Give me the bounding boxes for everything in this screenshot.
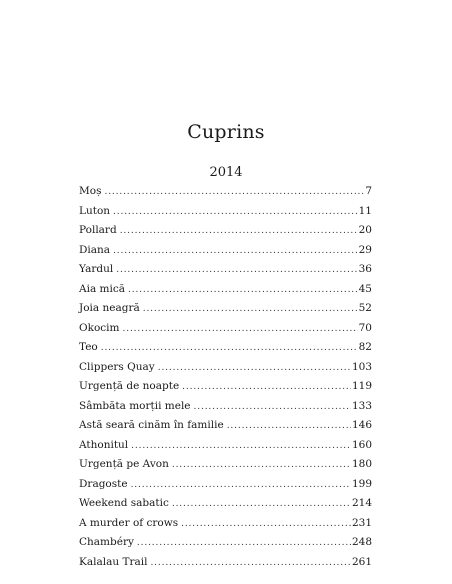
toc-entry-title: Yardul	[79, 263, 114, 275]
toc-entry	[79, 182, 372, 202]
toc-entry	[79, 475, 372, 495]
toc-entry	[79, 338, 372, 358]
dot-leader	[131, 476, 351, 496]
toc-entry	[79, 280, 372, 300]
toc-entry-page: 29	[358, 243, 372, 256]
toc-entry-page: 261	[351, 555, 372, 568]
toc-entry-title: Okocim	[79, 321, 120, 334]
toc-entry	[79, 397, 372, 417]
dot-leader	[101, 339, 358, 359]
toc-entry-page: 214	[351, 497, 372, 509]
toc-entry	[79, 260, 372, 280]
dot-leader	[116, 261, 357, 281]
toc-entry-title: Joia neagră	[79, 302, 140, 314]
dot-leader	[123, 320, 358, 340]
toc-entry	[79, 358, 372, 378]
toc-entry-title: A murder of crows	[79, 516, 179, 529]
toc-entry-page: 7	[365, 185, 372, 197]
toc-entry	[79, 202, 372, 222]
toc-entry	[79, 553, 372, 573]
toc-entry	[79, 494, 372, 514]
toc-entry	[79, 455, 372, 475]
toc-entry	[79, 241, 372, 261]
toc-entry-title: Pollard	[79, 224, 117, 236]
toc-entry-page: 199	[351, 477, 372, 490]
page-title: Cuprins	[187, 121, 265, 143]
toc-entry-title: Aia mică	[79, 282, 125, 295]
toc-entry-title: Teo	[79, 341, 98, 353]
toc-entry	[79, 299, 372, 319]
toc-entry-page: 231	[351, 516, 372, 529]
dot-leader	[150, 554, 351, 574]
toc-entry-title: Diana	[79, 243, 111, 256]
toc-entry	[79, 533, 372, 553]
toc-entry-page: 103	[351, 360, 372, 373]
toc-entry	[79, 319, 372, 339]
toc-entry-title: Sâmbăta morții mele	[79, 399, 191, 412]
dot-leader	[113, 203, 358, 223]
dot-leader	[172, 456, 351, 476]
toc-entry-title: Astă seară cinăm în familie	[79, 419, 224, 431]
toc-entry	[79, 416, 372, 436]
toc-entry-page: 45	[358, 282, 372, 295]
toc-entry-page: 146	[351, 419, 372, 431]
dot-leader	[182, 378, 351, 398]
toc-entry-title: Kalalau Trail	[79, 555, 148, 568]
toc-entry-page: 11	[358, 204, 372, 217]
dot-leader	[104, 183, 364, 203]
toc-entry	[79, 436, 372, 456]
toc-entry-page: 70	[358, 321, 372, 334]
toc-entry-page: 180	[351, 458, 372, 470]
toc-entry-title: Weekend sabatic	[79, 497, 169, 509]
toc-entry-page: 160	[351, 438, 372, 451]
dot-leader	[143, 300, 358, 320]
toc-entry-page: 36	[358, 263, 372, 275]
toc-entry-title: Chambéry	[79, 536, 134, 548]
toc-entry	[79, 514, 372, 534]
toc-entry-title: Clippers Quay	[79, 360, 155, 373]
dot-leader	[128, 281, 358, 301]
section-year: 2014	[209, 165, 243, 180]
toc-entry	[79, 221, 372, 241]
toc-entry-title: Moș	[79, 185, 102, 197]
toc-entry-title: Urgență de noapte	[79, 380, 180, 392]
toc-entry-page: 52	[358, 302, 372, 314]
dot-leader	[131, 437, 351, 457]
toc-entry-title: Athonitul	[79, 438, 129, 451]
dot-leader	[194, 398, 351, 418]
dot-leader	[120, 222, 358, 242]
dot-leader	[113, 242, 358, 262]
toc-entry-page: 119	[351, 380, 372, 392]
toc-entry-page: 82	[358, 341, 372, 353]
toc-entry-title: Dragoste	[79, 477, 128, 490]
table-of-contents	[79, 182, 372, 572]
dot-leader	[227, 417, 351, 437]
toc-entry-page: 248	[351, 536, 372, 548]
dot-leader	[181, 515, 351, 535]
toc-entry-title: Urgență pe Avon	[79, 458, 169, 470]
toc-entry-title: Luton	[79, 204, 111, 217]
dot-leader	[172, 495, 351, 515]
dot-leader	[137, 534, 351, 554]
dot-leader	[158, 359, 351, 379]
toc-entry-page: 133	[351, 399, 372, 412]
toc-entry-page: 20	[358, 224, 372, 236]
toc-entry	[79, 377, 372, 397]
